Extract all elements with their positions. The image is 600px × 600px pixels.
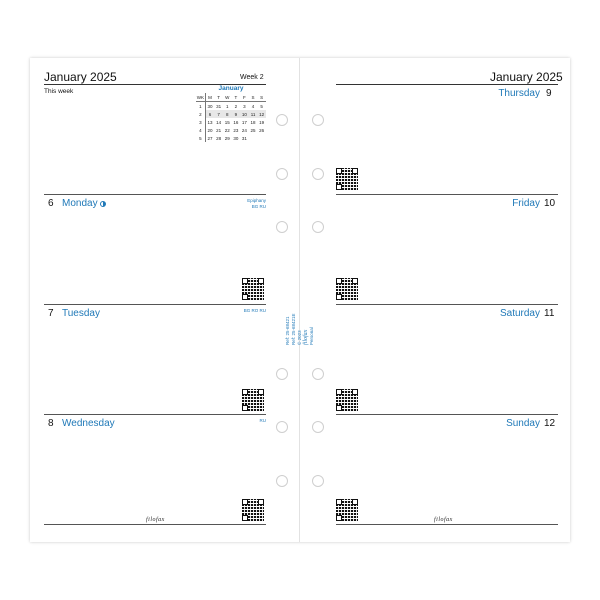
spine-text-block [285, 255, 315, 345]
spine-brand: filofax [303, 329, 309, 345]
mini-day-cell: 12 [259, 111, 265, 117]
mini-day-cell: 21 [216, 127, 222, 133]
holiday-countries: RU [259, 418, 266, 423]
mini-day-cell: 18 [250, 119, 256, 125]
punch-hole [276, 368, 288, 380]
mini-header-cell: S [257, 93, 266, 102]
mini-week-cell: 5 [196, 134, 205, 142]
mini-day-cell: 20 [207, 127, 213, 133]
mini-header-cell: WK [196, 94, 204, 100]
day-divider-rule [44, 194, 266, 195]
day-number-wednesday: 8 [48, 418, 54, 429]
right-footer-rule [336, 524, 558, 525]
mini-header-cell: T [232, 93, 241, 102]
mini-week-cell: 4 [196, 126, 205, 134]
qr-code-icon [336, 278, 358, 300]
mini-calendar-grid [196, 93, 266, 142]
qr-code-icon [336, 499, 358, 521]
mini-calendar-row [196, 102, 266, 111]
mini-day-cell: 28 [216, 135, 222, 141]
filofax-logo: filofax [434, 517, 453, 523]
mini-day-cell: 23 [233, 127, 239, 133]
punch-hole [276, 221, 288, 233]
mini-day-cell: 22 [224, 127, 230, 133]
mini-day-cell: 1 [225, 103, 229, 109]
left-footer-rule [44, 524, 266, 525]
holiday-countries: BG RU [251, 204, 266, 209]
mini-day-cell: 31 [241, 135, 247, 141]
qr-code-icon [242, 389, 264, 411]
day-number-friday: 10 [544, 198, 556, 209]
mini-day-cell: 4 [251, 103, 255, 109]
mini-calendar-row [196, 118, 266, 126]
day-name-saturday: Saturday [499, 308, 540, 319]
day-number-monday: 6 [48, 198, 54, 209]
punch-hole [312, 114, 324, 126]
mini-header-cell: M [205, 93, 214, 102]
day-number-sunday: 12 [544, 418, 556, 429]
holiday-note: Epiphany [247, 198, 266, 203]
spine-ref-alt: Ref: 25-68421E [291, 313, 296, 345]
day-number-thursday: 9 [546, 88, 552, 99]
mini-day-cell [257, 134, 266, 142]
mini-calendar [196, 85, 266, 142]
day-name-monday: Monday [62, 198, 98, 209]
mini-calendar-header-row [196, 93, 266, 102]
mini-day-cell: 30 [233, 135, 239, 141]
week-number: Week 2 [240, 74, 264, 81]
day-number-tuesday: 7 [48, 308, 54, 319]
day-divider-rule [336, 194, 558, 195]
mini-day-cell: 14 [216, 119, 222, 125]
mini-calendar-row [196, 126, 266, 134]
qr-code-icon [336, 168, 358, 190]
day-divider-rule [44, 304, 266, 305]
right-page-month-year: January 2025 [490, 70, 563, 84]
day-divider-rule [336, 304, 558, 305]
mini-day-cell: 2 [234, 103, 238, 109]
mini-day-cell: 17 [241, 119, 247, 125]
day-name-tuesday: Tuesday [62, 308, 100, 319]
spine-copyright: © 2023 [297, 330, 302, 345]
punch-hole [276, 114, 288, 126]
punch-hole [312, 421, 324, 433]
mini-day-cell: 26 [259, 127, 265, 133]
mini-day-cell: 15 [224, 119, 230, 125]
filofax-logo: filofax [146, 517, 165, 523]
left-page-month-year: January 2025 [44, 70, 117, 84]
mini-day-cell: 10 [241, 111, 247, 117]
punch-hole [276, 421, 288, 433]
mini-day-cell: 30 [207, 103, 213, 109]
mini-day-cell: 29 [224, 135, 230, 141]
mini-day-cell: 31 [216, 103, 222, 109]
mini-header-cell: F [240, 93, 249, 102]
mini-day-cell: 27 [207, 135, 213, 141]
day-name-wednesday: Wednesday [62, 418, 115, 429]
day-number-saturday: 11 [544, 308, 555, 319]
mini-calendar-row-current [196, 110, 266, 118]
punch-hole [312, 168, 324, 180]
mini-day-cell [249, 134, 258, 142]
this-week-label: This week [44, 88, 74, 95]
mini-day-cell: 7 [214, 110, 223, 118]
right-header-rule [336, 84, 558, 85]
punch-hole [276, 168, 288, 180]
day-name-friday: Friday [512, 198, 540, 209]
qr-code-icon [336, 389, 358, 411]
day-divider-rule [336, 414, 558, 415]
mini-day-cell: 19 [259, 119, 265, 125]
mini-day-cell: 16 [233, 119, 239, 125]
mini-day-cell: 11 [250, 111, 256, 117]
mini-day-cell: 13 [207, 119, 213, 125]
punch-hole [312, 221, 324, 233]
mini-day-cell: 5 [260, 103, 263, 109]
punch-hole [276, 475, 288, 487]
mini-week-cell: 3 [196, 118, 205, 126]
qr-code-icon [242, 278, 264, 300]
day-name-sunday: Sunday [506, 418, 540, 429]
mini-header-cell: W [223, 93, 232, 102]
qr-code-icon [242, 499, 264, 521]
day-name-thursday: Thursday [498, 88, 540, 99]
punch-hole [312, 368, 324, 380]
mini-day-cell: 3 [243, 103, 246, 109]
mini-day-cell: 9 [232, 110, 241, 118]
mini-day-cell: 25 [250, 127, 256, 133]
mini-week-cell: 2 [196, 110, 205, 118]
mini-header-cell: T [214, 93, 223, 102]
mini-day-cell: 8 [223, 110, 232, 118]
day-divider-rule [44, 414, 266, 415]
mini-day-cell: 6 [205, 110, 214, 118]
spine-ref: Ref: 25-68421 [285, 316, 290, 345]
moon-phase-icon [100, 201, 106, 207]
punch-hole [312, 475, 324, 487]
mini-week-cell: 1 [196, 102, 205, 111]
holiday-countries: BG RO RU [243, 308, 266, 313]
mini-day-cell: 24 [241, 127, 247, 133]
mini-calendar-row [196, 134, 266, 142]
mini-calendar-title: January [218, 85, 244, 92]
mini-header-cell: S [249, 93, 258, 102]
spine-size: Personal [309, 327, 314, 345]
